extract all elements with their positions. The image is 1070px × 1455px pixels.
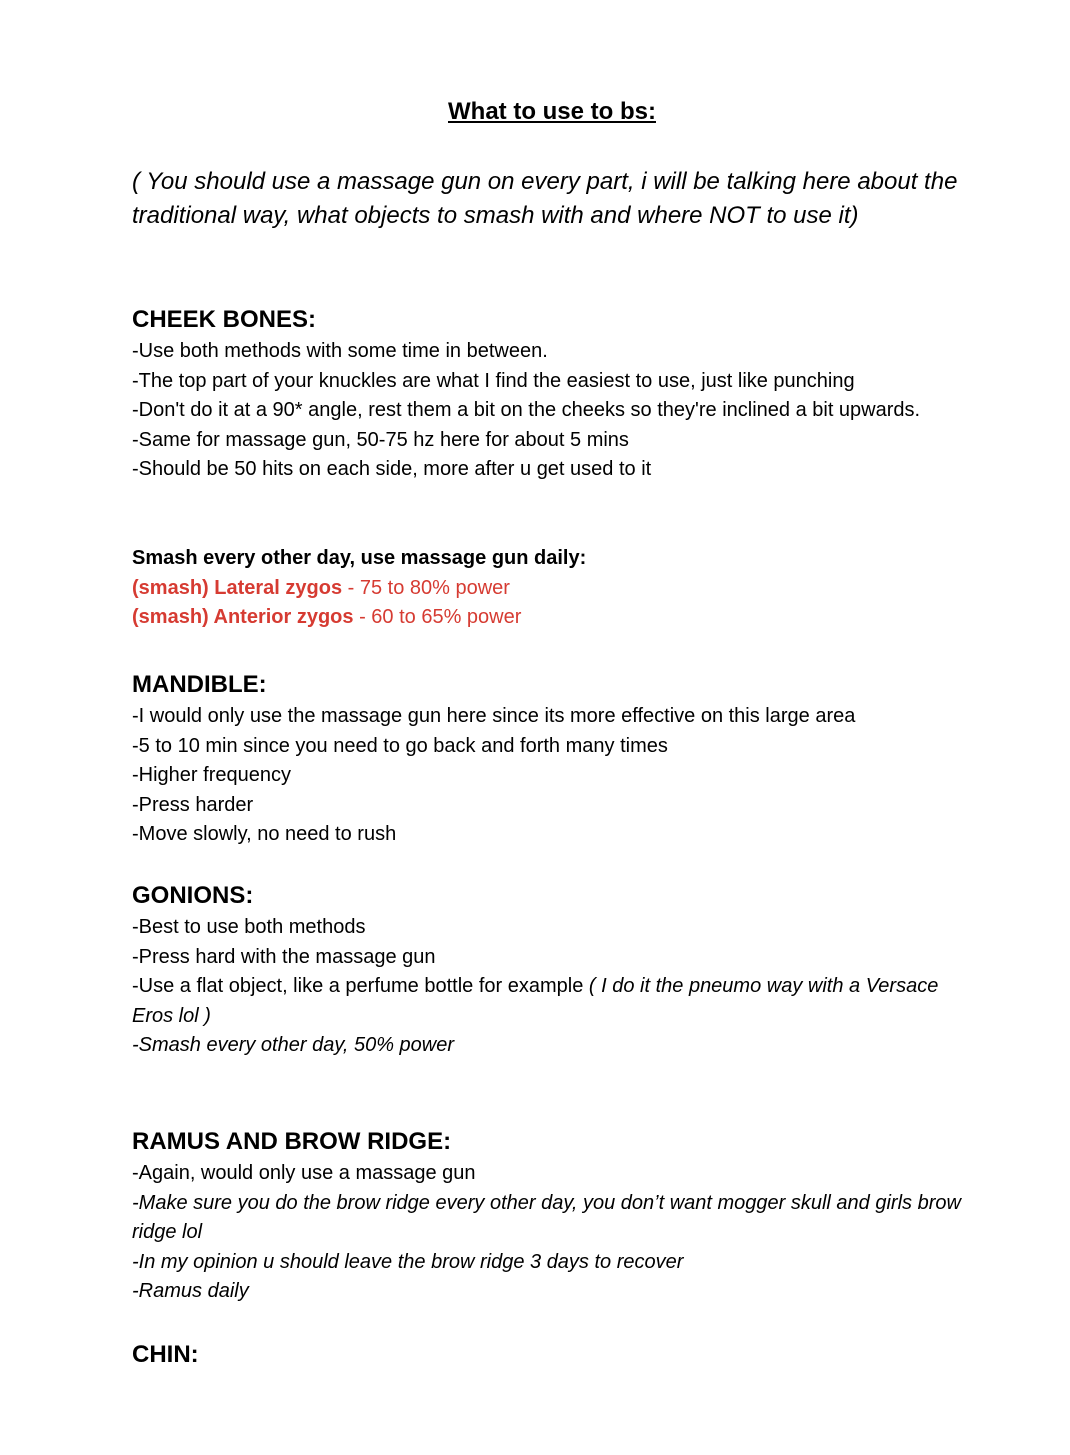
smash-item-lateral-zygos xyxy=(132,574,972,604)
section-mandible xyxy=(132,670,972,850)
bullet-line: -Move slowly, no need to rush xyxy=(132,823,397,845)
bullet-line: -Same for massage gun, 50-75 hz here for about 5 mins xyxy=(132,428,629,451)
section-ramus-brow-ridge xyxy=(132,1127,972,1307)
intro-note: ( You should use a massage gun on every part, i will be talking here about the traditional way, what objects to smash with and where NOT to use it) xyxy=(132,168,958,229)
smash-item-detail: - 60 to 65% power xyxy=(353,606,522,628)
bullet-line: -Smash every other day, 50% power xyxy=(132,1034,455,1056)
section-heading: MANDIBLE: xyxy=(132,671,267,698)
section-gonions xyxy=(132,881,972,1061)
bullet-line: -Again, would only use a massage gun xyxy=(132,1162,476,1184)
section-heading: GONIONS: xyxy=(132,882,254,909)
document-title: What to use to bs: xyxy=(448,98,656,125)
bullet-text: -Use a flat object, like a perfume bottle for example xyxy=(132,975,589,997)
bullet-line: -Should be 50 hits on each side, more after u get used to it xyxy=(132,458,652,480)
bullet-line: -Higher frequency xyxy=(132,764,291,786)
bullet-line: -Press hard with the massage gun xyxy=(132,945,436,968)
bullet-line: -Best to use both methods xyxy=(132,916,366,938)
section-chin xyxy=(132,1340,972,1372)
smash-item-name: (smash) Lateral zygos xyxy=(132,576,343,599)
section-cheek-bones xyxy=(132,305,972,485)
bullet-line: -Ramus daily xyxy=(132,1280,249,1302)
bullet-line: -The top part of your knuckles are what I find the easiest to use, just like punching xyxy=(132,369,855,392)
section-heading: CHIN: xyxy=(132,1341,199,1368)
smash-item-name: (smash) Anterior zygos xyxy=(132,606,354,628)
section-cheek-schedule xyxy=(132,544,972,633)
schedule-subheading: Smash every other day, use massage gun daily: xyxy=(132,547,587,569)
bullet-line: -Make sure you do the brow ridge every other day, you don’t want mogger skull and girls brow ridge lol xyxy=(132,1191,961,1243)
bullet-line: -I would only use the massage gun here since its more effective on this large area xyxy=(132,705,856,727)
section-heading: RAMUS AND BROW RIDGE: xyxy=(132,1128,452,1155)
section-heading: CHEEK BONES: xyxy=(132,306,317,333)
bullet-line: -In my opinion u should leave the brow ridge 3 days to recover xyxy=(132,1250,684,1273)
bullet-line-flat-object xyxy=(132,972,972,1031)
bullet-line: -Press harder xyxy=(132,793,254,816)
bullet-note: ( I do it the pneumo way with a Versace Eros lol ) xyxy=(132,975,939,1027)
bullet-line: -5 to 10 min since you need to go back and forth many times xyxy=(132,734,668,757)
bullet-line: -Don't do it at a 90* angle, rest them a bit on the cheeks so they're inclined a bit upwards. xyxy=(132,399,921,421)
smash-item-detail: - 75 to 80% power xyxy=(342,576,510,599)
bullet-line: -Use both methods with some time in between. xyxy=(132,340,548,362)
smash-item-anterior-zygos xyxy=(132,603,972,633)
